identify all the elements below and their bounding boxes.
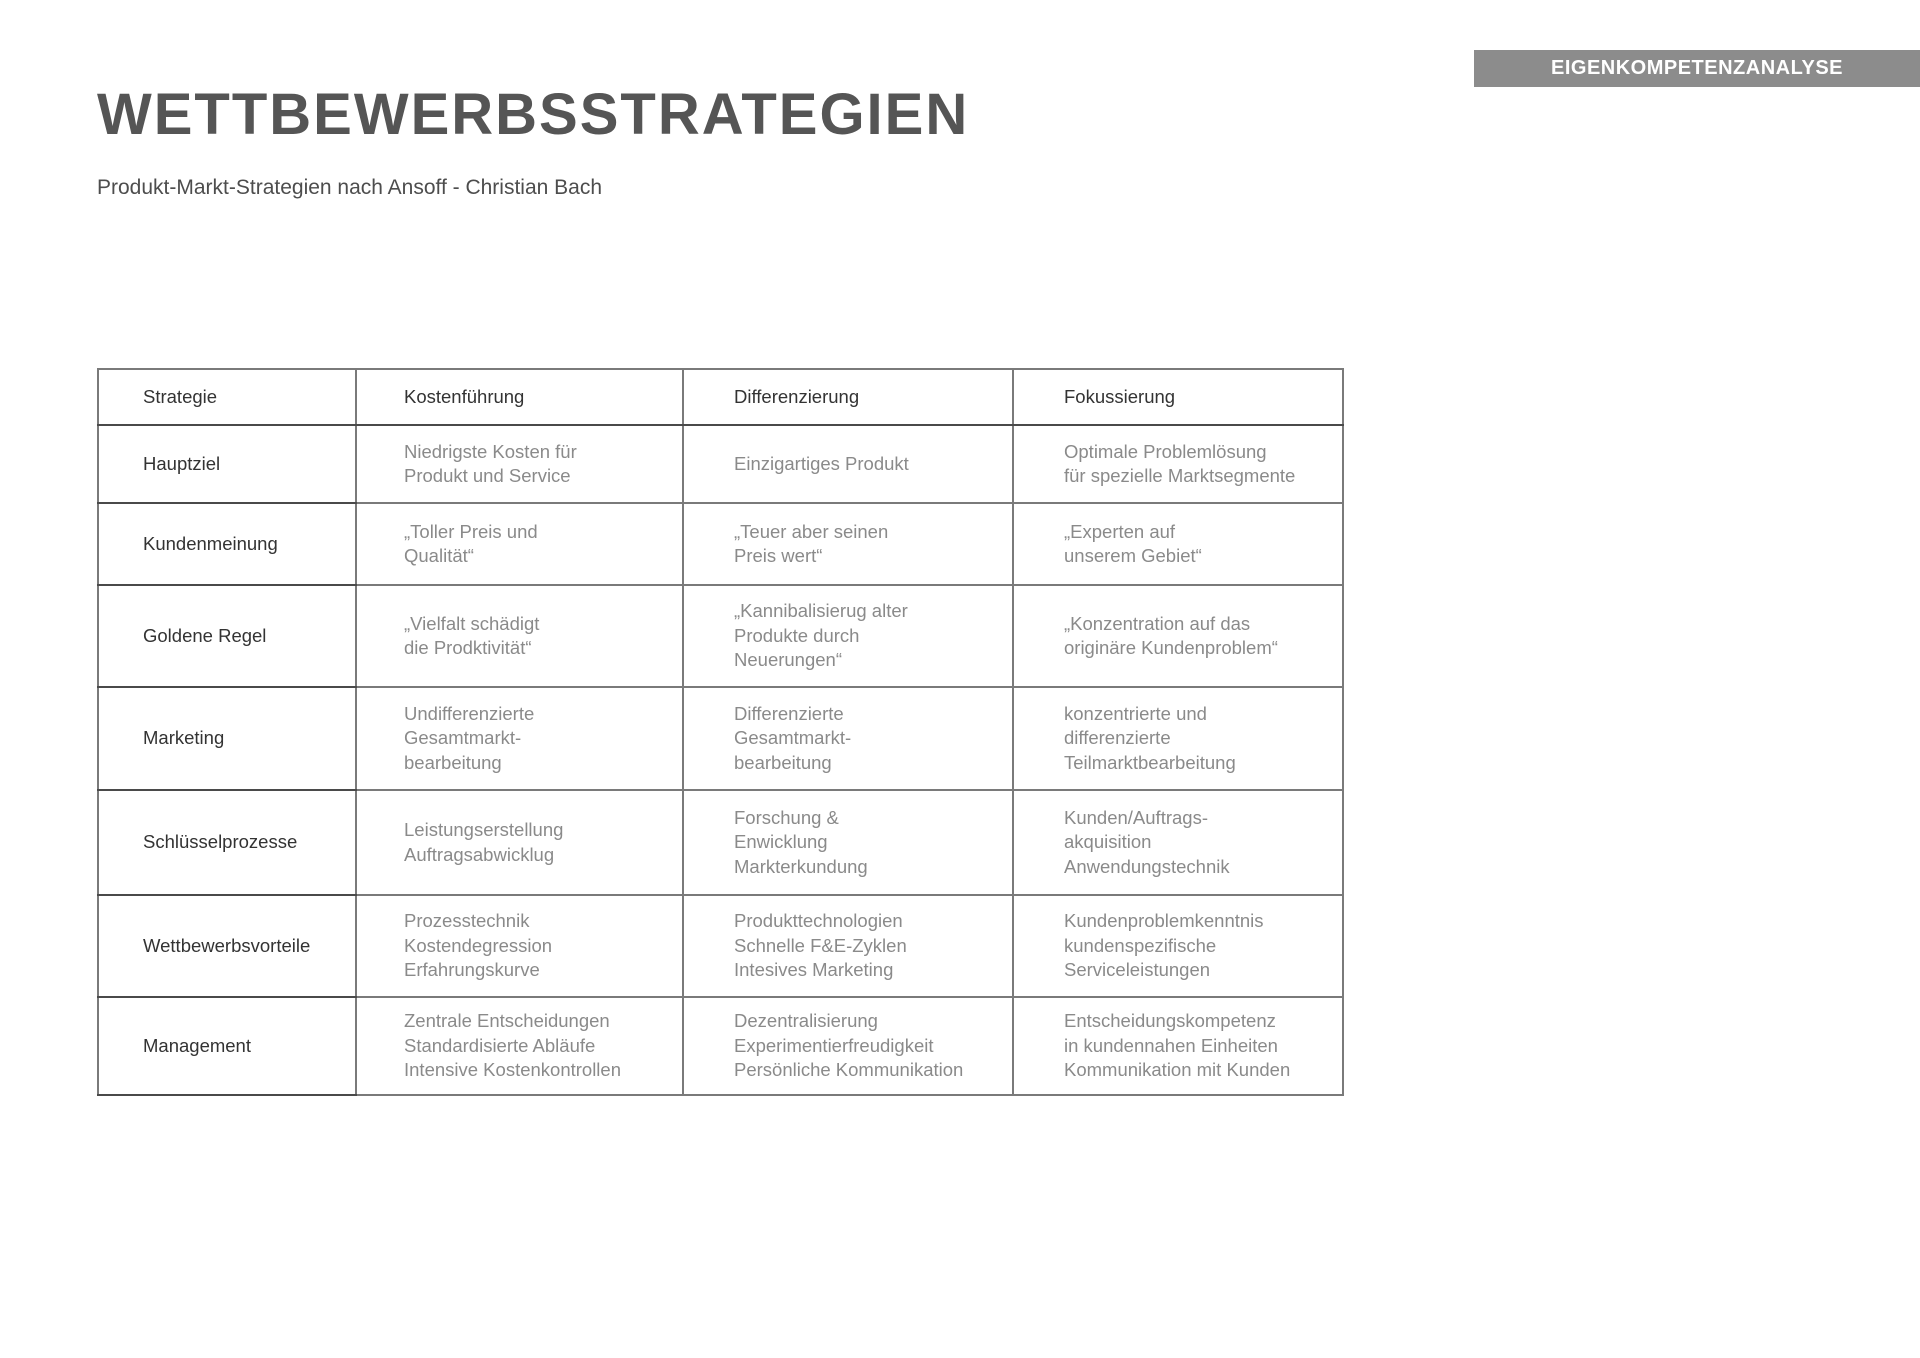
table-cell: „Teuer aber seinen Preis wert“ [683,503,1013,585]
table-cell: Kunden/Auftrags- akquisition Anwendungstechnik [1013,790,1343,895]
page-subtitle: Produkt-Markt-Strategien nach Ansoff - Christian Bach [97,176,603,199]
table-cell: Niedrigste Kosten für Produkt und Service [356,425,683,503]
row-label: Marketing [98,687,356,790]
table-cell: Leistungserstellung Auftragsabwicklug [356,790,683,895]
table-cell: Zentrale Entscheidungen Standardisierte Abläufe Intensive Kostenkontrollen [356,997,683,1095]
row-label: Wettbewerbsvorteile [98,895,356,997]
table-cell: Einzigartiges Produkt [683,425,1013,503]
table-row-management [98,997,1343,1095]
table-row-wettbewerbsvorteile [98,895,1343,997]
table-header-row [98,369,1343,425]
table-cell: Dezentralisierung Experimentierfreudigkeit Persönliche Kommunikation [683,997,1013,1095]
table-row-goldene-regel [98,585,1343,687]
page-title: WETTBEWERBSSTRATEGIEN [97,82,970,147]
table-cell: Prozesstechnik Kostendegression Erfahrungskurve [356,895,683,997]
strategy-table [97,368,1344,1096]
column-header-fokussierung: Fokussierung [1013,369,1343,425]
row-label: Kundenmeinung [98,503,356,585]
table-cell: Kundenproblemkenntnis kundenspezifische Serviceleistungen [1013,895,1343,997]
table-row-schluesselprozesse [98,790,1343,895]
table-cell: Forschung & Enwicklung Markterkundung [683,790,1013,895]
row-label: Management [98,997,356,1095]
row-label: Goldene Regel [98,585,356,687]
column-header-strategie: Strategie [98,369,356,425]
table-cell: „Vielfalt schädigt die Prodktivität“ [356,585,683,687]
table-cell: „Konzentration auf das originäre Kundenproblem“ [1013,585,1343,687]
table-cell: Undifferenzierte Gesamtmarkt- bearbeitung [356,687,683,790]
table-cell: „Toller Preis und Qualität“ [356,503,683,585]
row-label: Hauptziel [98,425,356,503]
row-label: Schlüsselprozesse [98,790,356,895]
table-cell: „Kannibalisierug alter Produkte durch Neuerungen“ [683,585,1013,687]
table-cell: „Experten auf unserem Gebiet“ [1013,503,1343,585]
table-cell: konzentrierte und differenzierte Teilmarktbearbeitung [1013,687,1343,790]
column-header-kostenfuehrung: Kostenführung [356,369,683,425]
table-cell: Optimale Problemlösung für spezielle Marktsegmente [1013,425,1343,503]
column-header-differenzierung: Differenzierung [683,369,1013,425]
section-tag: EIGENKOMPETENZANALYSE [1474,50,1920,87]
table-row-marketing [98,687,1343,790]
table-cell: Differenzierte Gesamtmarkt- bearbeitung [683,687,1013,790]
table-row-kundenmeinung [98,503,1343,585]
table-row-hauptziel [98,425,1343,503]
table-cell: Produkttechnologien Schnelle F&E-Zyklen Intesives Marketing [683,895,1013,997]
table-cell: Entscheidungskompetenz in kundennahen Einheiten Kommunikation mit Kunden [1013,997,1343,1095]
